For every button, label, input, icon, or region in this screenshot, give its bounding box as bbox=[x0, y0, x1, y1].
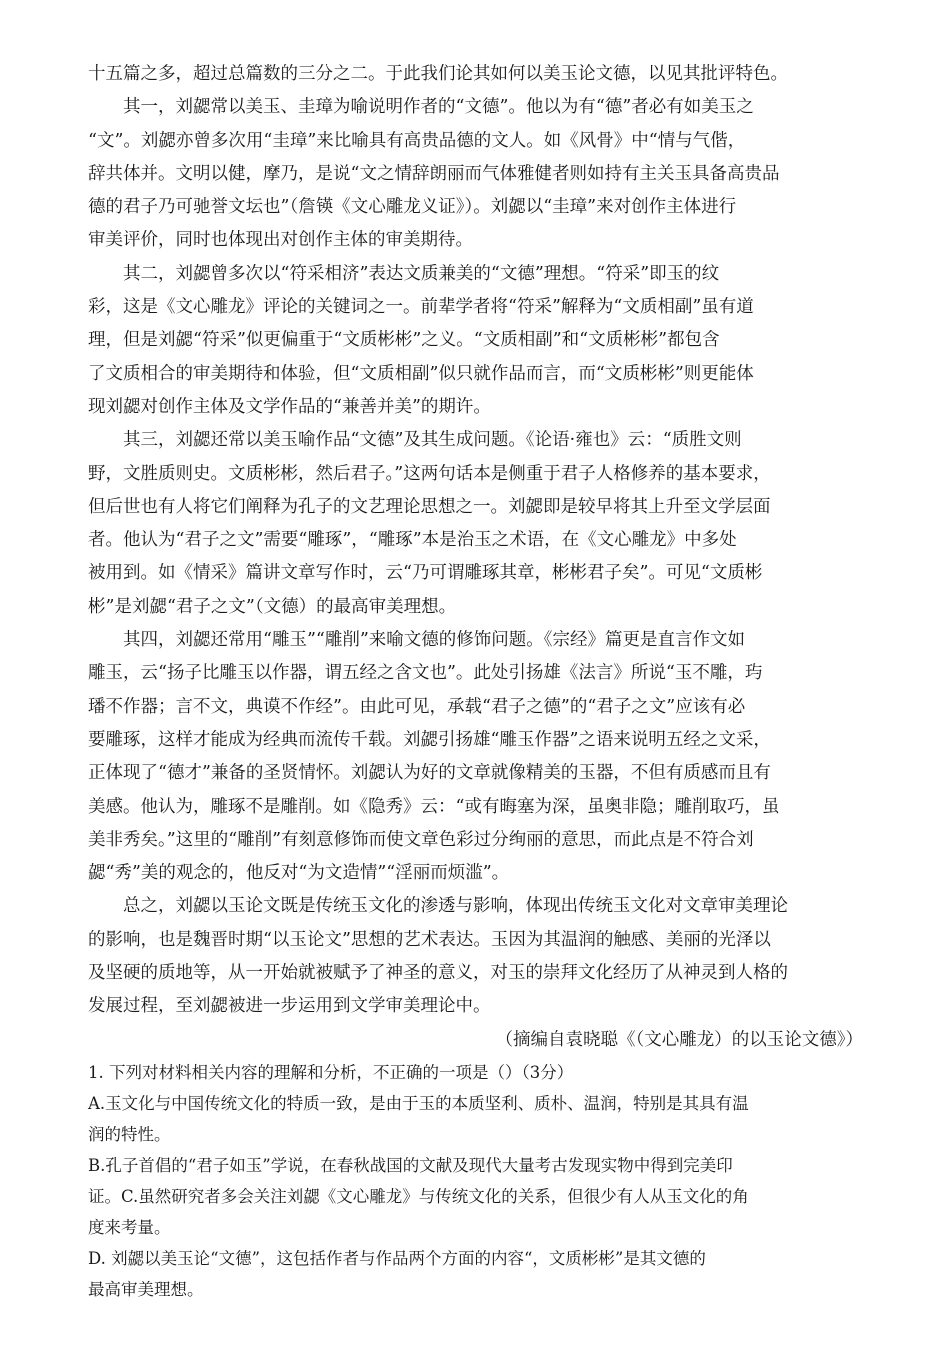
article-line: 发展过程，至刘勰被进一步运用到文学审美理论中。 bbox=[88, 996, 491, 1017]
article-line: 现刘勰对创作主体及文学作品的“兼善并美”的期许。 bbox=[88, 396, 491, 417]
question-block bbox=[88, 1057, 863, 1305]
article-line: 彬”是刘勰“君子之文”（文德）的最高审美理想。 bbox=[88, 596, 457, 617]
article-line: 审美评价，同时也体现出对创作主体的审美期待。 bbox=[88, 230, 473, 251]
question-option-line: 证。C.虽然研究者多会关注刘勰《文心雕龙》与传统文化的关系，但很少有人从玉文化的角 bbox=[88, 1186, 749, 1206]
question-option-line: D. 刘勰以美玉论“文德”，这包括作者与作品两个方面的内容“，文质彬彬”是其文德的 bbox=[88, 1248, 706, 1268]
article-line: 勰“秀”美的观念的，他反对“为文造情”“淫丽而烦滥”。 bbox=[88, 863, 510, 884]
article-line: 其三，刘勰还常以美玉喻作品“文德”及其生成问题。《论语·雍也》云：“质胜文则 bbox=[123, 430, 742, 451]
article-line: “文”。刘勰亦曾多次用“圭璋”来比喻具有高贵品德的文人。如《风骨》中“情与气偕， bbox=[88, 130, 746, 151]
article-line: 者。他认为“君子之文”需要“雕琢”，“雕琢”本是治玉之术语，在《文心雕龙》中多处 bbox=[88, 530, 737, 551]
article-line: 的影响，也是魏晋时期“以玉论文”思想的艺术表达。玉因为其温润的触感、美丽的光泽以 bbox=[88, 929, 771, 950]
question-option-line: 最高审美理想。 bbox=[88, 1279, 204, 1299]
article-line: 德的君子乃可驰誉文坛也”（詹锳《文心雕龙义证》）。刘勰以“圭璋”来对创作主体进行 bbox=[88, 197, 737, 218]
article-line: 野，文胜质则史。文质彬彬，然后君子。”这两句话本是侧重于君子人格修养的基本要求， bbox=[88, 463, 771, 484]
question-option-line: 润的特性。 bbox=[88, 1124, 171, 1144]
article-line: 其二，刘勰曾多次以“符采相济”表达文质兼美的“文德”理想。“符采”即玉的纹 bbox=[123, 263, 720, 284]
question-option-line: B.孔子首倡的“君子如玉”学说，在春秋战国的文献及现代大量考古发现实物中得到完美印 bbox=[88, 1155, 733, 1175]
article-line: 及坚硬的质地等，从一开始就被赋予了神圣的意义，对玉的崇拜文化经历了从神灵到人格的 bbox=[88, 963, 788, 984]
article-line: 理，但是刘勰“符采”似更偏重于“文质彬彬”之义。“文质相副”和“文质彬彬”都包含 bbox=[88, 330, 720, 351]
article-line: 被用到。如《情采》篇讲文章写作时，云“乃可谓雕琢其章，彬彬君子矣”。可见“文质彬 bbox=[88, 563, 763, 584]
article-line: 璠不作器；言不文，典谟不作经”。由此可见，承载“君子之德”的“君子之文”应该有必 bbox=[88, 696, 746, 717]
question-option-line: A.玉文化与中国传统文化的特质一致，是由于玉的本质坚利、质朴、温润，特别是其具有温 bbox=[88, 1093, 749, 1113]
article-line: 辞共体并。文明以健，摩乃，是说“文之情辞朗丽而气体雅健者则如持有主关玉具备高贵品 bbox=[88, 163, 780, 184]
article-line: 美感。他认为，雕琢不是雕削。如《隐秀》云：“或有晦塞为深，虽奥非隐；雕削取巧，虽 bbox=[88, 796, 780, 817]
document-page bbox=[88, 58, 863, 1305]
question-option-line: 度来考量。 bbox=[88, 1217, 171, 1237]
source-citation: （摘编自袁晓聪《（文心雕龙）的以玉论文德》） bbox=[495, 1029, 863, 1050]
article-line: 总之，刘勰以玉论文既是传统玉文化的渗透与影响，体现出传统玉文化对文章审美理论 bbox=[123, 896, 788, 917]
article-body bbox=[88, 58, 863, 1024]
article-line: 彩，这是《文心雕龙》评论的关键词之一。前辈学者将“符采”解释为“文质相副”虽有道 bbox=[88, 297, 754, 318]
article-line: 其四，刘勰还常用“雕玉”“雕削”来喻文德的修饰问题。《宗经》篇更是直言作文如 bbox=[123, 630, 746, 651]
article-line: 但后世也有人将它们阐释为孔子的文艺理论思想之一。刘勰即是较早将其上升至文学层面 bbox=[88, 496, 771, 517]
article-line: 要雕琢，这样才能成为经典而流传千载。刘勰引扬雄“雕玉作器”之语来说明五经之文采， bbox=[88, 729, 771, 750]
article-line: 美非秀矣。”这里的“雕削”有刻意修饰而使文章色彩过分绚丽的意思，而此点是不符合刘 bbox=[88, 829, 754, 850]
article-line: 正体现了“德才”兼备的圣贤情怀。刘勰认为好的文章就像精美的玉器，不但有质感而且有 bbox=[88, 763, 771, 784]
question-stem: 1. 下列对材料相关内容的理解和分析，不正确的一项是（）（3分） bbox=[88, 1062, 574, 1082]
article-line: 雕玉，云“扬子比雕玉以作器，谓五经之含文也”。此处引扬雄《法言》所说“玉不雕，玙 bbox=[88, 663, 763, 684]
article-line: 十五篇之多，超过总篇数的三分之二。于此我们论其如何以美玉论文德，以见其批评特色。 bbox=[88, 64, 788, 84]
article-line: 其一，刘勰常以美玉、圭璋为喻说明作者的“文德”。他以为有“德”者必有如美玉之 bbox=[123, 97, 754, 118]
article-line: 了文质相合的审美期待和体验，但“文质相副”似只就作品而言，而“文质彬彬”则更能体 bbox=[88, 363, 754, 384]
